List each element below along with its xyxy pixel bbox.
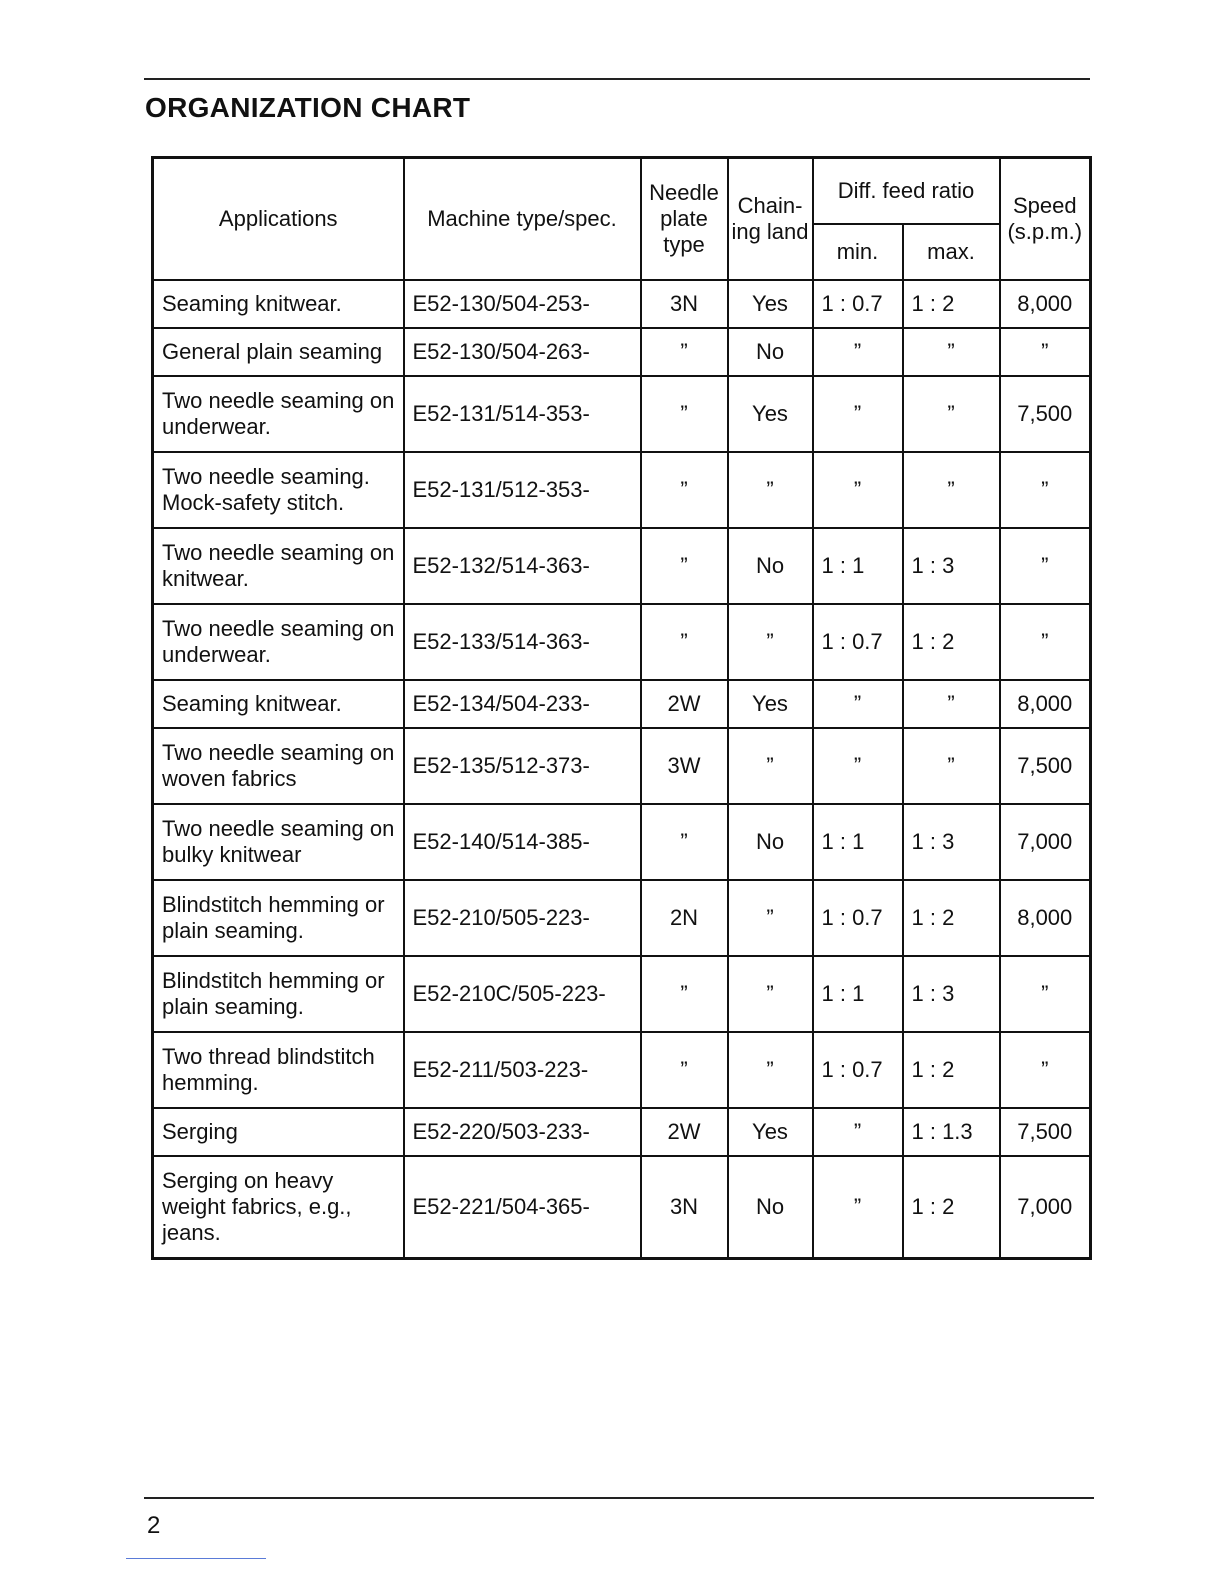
cell-application: Two needle seaming. Mock-safety stitch. bbox=[153, 452, 404, 528]
cell-diff-feed-min: 1 : 1 bbox=[813, 528, 903, 604]
cell-speed: 7,500 bbox=[1000, 728, 1091, 804]
cell-chaining-land: Yes bbox=[728, 1108, 813, 1156]
cell-chaining-land: Yes bbox=[728, 376, 813, 452]
table-row bbox=[153, 328, 1091, 376]
cell-application: Two needle seaming on woven fabrics bbox=[153, 728, 404, 804]
table-row bbox=[153, 1156, 1091, 1258]
header-applications: Applications bbox=[153, 158, 404, 281]
cell-machine-type: E52-134/504-233- bbox=[404, 680, 641, 728]
header-diff-feed-ratio: Diff. feed ratio bbox=[813, 158, 1000, 225]
cell-needle-plate-type: 2W bbox=[641, 1108, 728, 1156]
cell-speed: ” bbox=[1000, 452, 1091, 528]
cell-speed: ” bbox=[1000, 528, 1091, 604]
cell-diff-feed-min: ” bbox=[813, 376, 903, 452]
cell-needle-plate-type: ” bbox=[641, 604, 728, 680]
bottom-rule bbox=[144, 1497, 1094, 1499]
table-row bbox=[153, 280, 1091, 328]
cell-application: Blindstitch hemming or plain seaming. bbox=[153, 956, 404, 1032]
cell-diff-feed-max: 1 : 1.3 bbox=[903, 1108, 1000, 1156]
table-row bbox=[153, 956, 1091, 1032]
table-row bbox=[153, 452, 1091, 528]
cell-chaining-land: No bbox=[728, 804, 813, 880]
cell-application: Two needle seaming on knitwear. bbox=[153, 528, 404, 604]
cell-needle-plate-type: ” bbox=[641, 328, 728, 376]
header-min: min. bbox=[813, 224, 903, 280]
cell-application: Two needle seaming on underwear. bbox=[153, 604, 404, 680]
cell-needle-plate-type: 3N bbox=[641, 1156, 728, 1258]
cell-machine-type: E52-210C/505-223- bbox=[404, 956, 641, 1032]
cell-diff-feed-min: ” bbox=[813, 1108, 903, 1156]
cell-chaining-land: ” bbox=[728, 604, 813, 680]
cell-needle-plate-type: 2N bbox=[641, 880, 728, 956]
cell-speed: 7,000 bbox=[1000, 1156, 1091, 1258]
cell-diff-feed-max: 1 : 3 bbox=[903, 528, 1000, 604]
cell-machine-type: E52-131/512-353- bbox=[404, 452, 641, 528]
cell-diff-feed-min: 1 : 0.7 bbox=[813, 280, 903, 328]
table-row bbox=[153, 804, 1091, 880]
table-row bbox=[153, 680, 1091, 728]
cell-speed: ” bbox=[1000, 956, 1091, 1032]
cell-diff-feed-max: 1 : 2 bbox=[903, 1156, 1000, 1258]
cell-machine-type: E52-130/504-253- bbox=[404, 280, 641, 328]
footer-line bbox=[126, 1558, 266, 1559]
table-row bbox=[153, 528, 1091, 604]
cell-diff-feed-max: ” bbox=[903, 728, 1000, 804]
cell-machine-type: E52-130/504-263- bbox=[404, 328, 641, 376]
cell-chaining-land: No bbox=[728, 528, 813, 604]
cell-diff-feed-max: 1 : 3 bbox=[903, 956, 1000, 1032]
cell-diff-feed-max: 1 : 2 bbox=[903, 280, 1000, 328]
header-needle-plate-type: Needle plate type bbox=[641, 158, 728, 281]
cell-diff-feed-min: ” bbox=[813, 328, 903, 376]
cell-needle-plate-type: ” bbox=[641, 956, 728, 1032]
cell-application: Two needle seaming on bulky knitwear bbox=[153, 804, 404, 880]
table-row bbox=[153, 728, 1091, 804]
cell-machine-type: E52-211/503-223- bbox=[404, 1032, 641, 1108]
cell-speed: 7,000 bbox=[1000, 804, 1091, 880]
cell-speed: ” bbox=[1000, 1032, 1091, 1108]
cell-machine-type: E52-131/514-353- bbox=[404, 376, 641, 452]
cell-speed: ” bbox=[1000, 328, 1091, 376]
cell-application: Seaming knitwear. bbox=[153, 680, 404, 728]
cell-application: Serging bbox=[153, 1108, 404, 1156]
cell-diff-feed-min: 1 : 0.7 bbox=[813, 1032, 903, 1108]
cell-diff-feed-min: 1 : 1 bbox=[813, 804, 903, 880]
cell-diff-feed-max: 1 : 2 bbox=[903, 880, 1000, 956]
cell-diff-feed-min: ” bbox=[813, 1156, 903, 1258]
cell-application: Serging on heavy weight fabrics, e.g., jeans. bbox=[153, 1156, 404, 1258]
cell-diff-feed-max: ” bbox=[903, 376, 1000, 452]
cell-chaining-land: No bbox=[728, 1156, 813, 1258]
cell-speed: 8,000 bbox=[1000, 280, 1091, 328]
cell-application: Two needle seaming on underwear. bbox=[153, 376, 404, 452]
cell-speed: 8,000 bbox=[1000, 680, 1091, 728]
cell-diff-feed-max: 1 : 2 bbox=[903, 604, 1000, 680]
cell-needle-plate-type: 3W bbox=[641, 728, 728, 804]
table-row bbox=[153, 1108, 1091, 1156]
table-row bbox=[153, 880, 1091, 956]
cell-chaining-land: Yes bbox=[728, 280, 813, 328]
cell-diff-feed-min: ” bbox=[813, 680, 903, 728]
cell-machine-type: E52-133/514-363- bbox=[404, 604, 641, 680]
cell-diff-feed-max: ” bbox=[903, 680, 1000, 728]
header-machine-type: Machine type/spec. bbox=[404, 158, 641, 281]
cell-needle-plate-type: ” bbox=[641, 804, 728, 880]
cell-needle-plate-type: ” bbox=[641, 452, 728, 528]
header-speed: Speed (s.p.m.) bbox=[1000, 158, 1091, 281]
cell-chaining-land: ” bbox=[728, 956, 813, 1032]
cell-diff-feed-min: 1 : 1 bbox=[813, 956, 903, 1032]
cell-chaining-land: ” bbox=[728, 728, 813, 804]
top-rule bbox=[144, 78, 1090, 80]
cell-speed: ” bbox=[1000, 604, 1091, 680]
cell-diff-feed-min: 1 : 0.7 bbox=[813, 604, 903, 680]
cell-machine-type: E52-132/514-363- bbox=[404, 528, 641, 604]
page-number: 2 bbox=[147, 1512, 161, 1539]
cell-chaining-land: ” bbox=[728, 452, 813, 528]
cell-speed: 7,500 bbox=[1000, 376, 1091, 452]
header-chaining-land: Chain- ing land bbox=[728, 158, 813, 281]
cell-machine-type: E52-210/505-223- bbox=[404, 880, 641, 956]
table-body bbox=[153, 280, 1091, 1258]
cell-diff-feed-max: 1 : 2 bbox=[903, 1032, 1000, 1108]
cell-diff-feed-min: 1 : 0.7 bbox=[813, 880, 903, 956]
page-title: ORGANIZATION CHART bbox=[145, 92, 471, 123]
cell-needle-plate-type: 3N bbox=[641, 280, 728, 328]
header-max: max. bbox=[903, 224, 1000, 280]
cell-diff-feed-max: ” bbox=[903, 328, 1000, 376]
cell-chaining-land: No bbox=[728, 328, 813, 376]
cell-machine-type: E52-140/514-385- bbox=[404, 804, 641, 880]
cell-diff-feed-min: ” bbox=[813, 728, 903, 804]
cell-diff-feed-max: ” bbox=[903, 452, 1000, 528]
cell-needle-plate-type: 2W bbox=[641, 680, 728, 728]
cell-application: Blindstitch hemming or plain seaming. bbox=[153, 880, 404, 956]
cell-chaining-land: Yes bbox=[728, 680, 813, 728]
organization-chart-table bbox=[151, 156, 1092, 1260]
table-row bbox=[153, 1032, 1091, 1108]
cell-needle-plate-type: ” bbox=[641, 528, 728, 604]
cell-needle-plate-type: ” bbox=[641, 376, 728, 452]
cell-diff-feed-max: 1 : 3 bbox=[903, 804, 1000, 880]
cell-application: General plain seaming bbox=[153, 328, 404, 376]
cell-application: Seaming knitwear. bbox=[153, 280, 404, 328]
cell-machine-type: E52-135/512-373- bbox=[404, 728, 641, 804]
cell-needle-plate-type: ” bbox=[641, 1032, 728, 1108]
cell-diff-feed-min: ” bbox=[813, 452, 903, 528]
cell-machine-type: E52-221/504-365- bbox=[404, 1156, 641, 1258]
table-row bbox=[153, 604, 1091, 680]
cell-chaining-land: ” bbox=[728, 1032, 813, 1108]
cell-speed: 8,000 bbox=[1000, 880, 1091, 956]
cell-chaining-land: ” bbox=[728, 880, 813, 956]
table-row bbox=[153, 376, 1091, 452]
cell-speed: 7,500 bbox=[1000, 1108, 1091, 1156]
cell-machine-type: E52-220/503-233- bbox=[404, 1108, 641, 1156]
cell-application: Two thread blindstitch hemming. bbox=[153, 1032, 404, 1108]
